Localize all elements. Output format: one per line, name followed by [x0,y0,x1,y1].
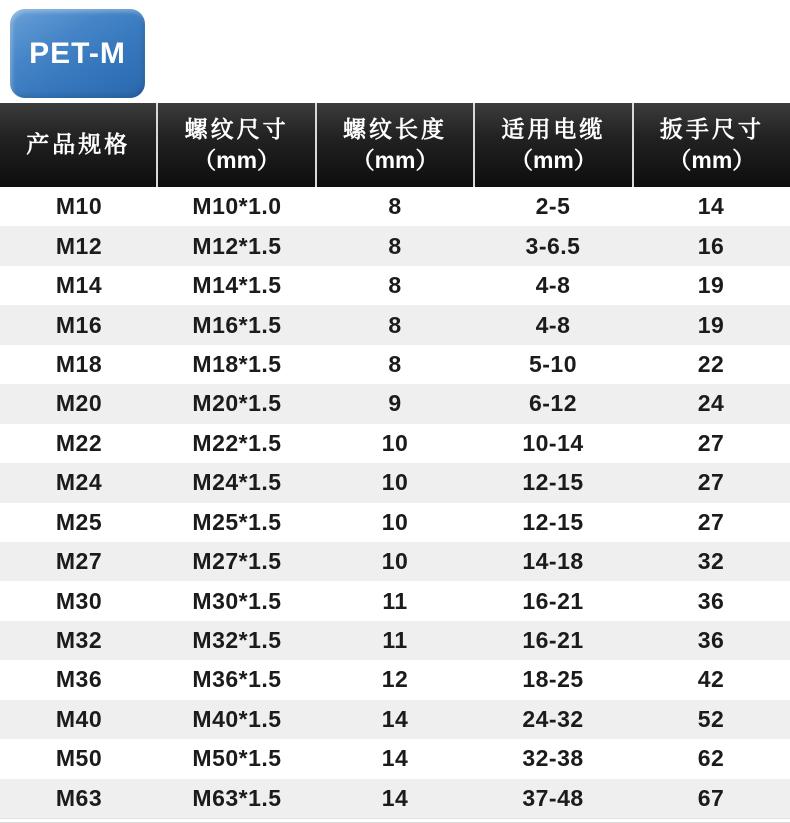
table-cell: 16 [697,232,725,259]
table-cell: 9 [388,390,402,417]
table-cell: 5-10 [528,350,578,377]
table-cell: 27 [697,508,725,535]
table-cell: M20*1.5 [192,390,282,417]
table-cell: 16-21 [522,587,584,614]
table-cell: 3-6.5 [525,232,581,259]
spec-table [0,103,790,823]
table-cell: M50*1.5 [192,745,282,772]
table-cell: 12-15 [522,469,584,496]
table-cell: M12*1.5 [192,232,282,259]
table-cell: M22 [55,429,103,456]
table-cell: M50 [55,745,103,772]
table-cell: 16-21 [522,627,584,654]
table-cell: M20 [55,390,103,417]
table-row [0,660,790,699]
header-title: 螺纹尺寸 [184,115,289,142]
header-cell [473,103,631,187]
table-cell: 4-8 [535,272,571,299]
table-row [0,187,790,226]
table-body [0,187,790,818]
table-cell: 12 [381,666,409,693]
table-cell: M27 [55,548,103,575]
table-cell: 62 [697,745,725,772]
table-bottom-edge [0,818,790,823]
table-cell: 36 [697,627,725,654]
table-cell: 10 [381,508,409,535]
header-cell [156,103,314,187]
table-cell: 8 [388,350,402,377]
table-cell: 10-14 [522,429,584,456]
table-cell: 4-8 [535,311,571,338]
table-cell: 19 [697,272,725,299]
header-unit: （mm） [668,147,756,173]
table-cell: M25 [55,508,103,535]
table-cell: M36*1.5 [192,666,282,693]
header-unit: （mm） [193,147,281,173]
table-cell: M24*1.5 [192,469,282,496]
table-cell: 18-25 [522,666,584,693]
table-cell: 12-15 [522,508,584,535]
header-cell [632,103,790,187]
table-row [0,621,790,660]
table-cell: 10 [381,469,409,496]
table-cell: M16*1.5 [192,311,282,338]
table-cell: 6-12 [528,390,578,417]
series-tab-pet-m[interactable] [10,9,145,98]
table-cell: 8 [388,232,402,259]
table-cell: 36 [697,587,725,614]
table-header-row [0,103,790,187]
table-row [0,266,790,305]
table-cell: 24 [697,390,725,417]
table-row [0,226,790,265]
table-row [0,305,790,344]
table-cell: M25*1.5 [192,508,282,535]
table-cell: 14 [381,745,409,772]
table-cell: M32 [55,627,103,654]
table-cell: M18*1.5 [192,350,282,377]
table-cell: M22*1.5 [192,429,282,456]
table-cell: M10 [55,193,103,220]
table-cell: M63*1.5 [192,784,282,811]
table-cell: 67 [697,784,725,811]
table-cell: M16 [55,311,103,338]
header-title: 扳手尺寸 [659,115,764,142]
table-cell: M14*1.5 [192,272,282,299]
table-row [0,542,790,581]
table-cell: 19 [697,311,725,338]
table-cell: M40*1.5 [192,705,282,732]
header-title: 螺纹长度 [343,115,448,142]
table-cell: M27*1.5 [192,548,282,575]
table-cell: 27 [697,469,725,496]
table-cell: 24-32 [522,705,584,732]
header-cell [315,103,473,187]
table-cell: 14-18 [522,548,584,575]
table-cell: 10 [381,429,409,456]
table-cell: 52 [697,705,725,732]
table-cell: M36 [55,666,103,693]
series-tab-label: PET-M [29,36,126,70]
header-title: 产品规格 [26,131,131,158]
table-cell: 22 [697,350,725,377]
table-cell: M10*1.0 [192,193,282,220]
table-cell: 8 [388,311,402,338]
table-cell: 2-5 [535,193,571,220]
table-row [0,700,790,739]
table-row [0,345,790,384]
table-cell: M18 [55,350,103,377]
table-row [0,503,790,542]
table-cell: 37-48 [522,784,584,811]
table-cell: 8 [388,193,402,220]
table-cell: 11 [382,627,408,654]
table-cell: 8 [388,272,402,299]
table-cell: M63 [55,784,103,811]
table-cell: 32-38 [522,745,584,772]
table-row [0,384,790,423]
table-row [0,739,790,778]
table-row [0,779,790,818]
table-row [0,581,790,620]
table-cell: 14 [697,193,725,220]
table-cell: M32*1.5 [192,627,282,654]
table-row [0,463,790,502]
table-cell: 10 [381,548,409,575]
table-cell: M24 [55,469,103,496]
table-cell: M14 [55,272,103,299]
table-cell: M30 [55,587,103,614]
table-cell: 14 [381,705,409,732]
header-unit: （mm） [351,147,439,173]
table-cell: M12 [55,232,103,259]
header-title: 适用电缆 [501,115,606,142]
table-cell: 27 [697,429,725,456]
table-row [0,424,790,463]
header-cell [0,103,156,187]
table-cell: 14 [381,784,409,811]
table-cell: 11 [382,587,408,614]
table-cell: 32 [697,548,725,575]
header-unit: （mm） [509,147,597,173]
table-cell: M40 [55,705,103,732]
table-cell: 42 [697,666,725,693]
table-cell: M30*1.5 [192,587,282,614]
